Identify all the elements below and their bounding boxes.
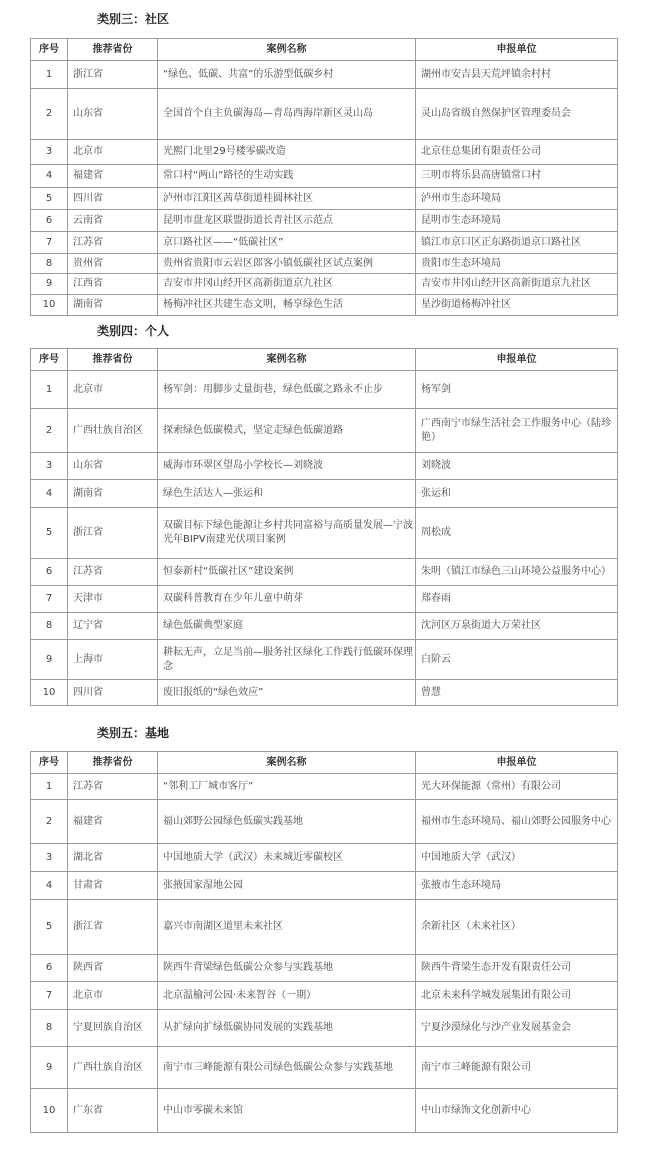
section-title: 类别五：基地: [97, 726, 170, 740]
row-province: 福建省: [68, 165, 158, 188]
row-province: 贵州省: [68, 254, 158, 274]
row-no: 4: [31, 872, 68, 900]
row-case: 北京温榆河公园·未来智谷（一期）: [158, 982, 416, 1010]
row-case: 吉安市井冈山经开区高新街道京九社区: [158, 274, 416, 295]
section-title: 类别四：个人: [97, 324, 170, 338]
row-case: 贵州省贵阳市云岩区郎客小镇低碳社区试点案例: [158, 254, 416, 274]
row-province: 北京市: [68, 140, 158, 165]
row-province: 上海市: [68, 640, 158, 680]
row-unit: 光大环保能源（常州）有限公司: [416, 774, 618, 800]
row-unit: 宁夏沙漠绿化与沙产业发展基金会: [416, 1010, 618, 1047]
row-case: 光熙门北里29号楼零碳改造: [158, 140, 416, 165]
row-no: 4: [31, 165, 68, 188]
row-unit: 郑春雨: [416, 586, 618, 613]
row-no: 6: [31, 210, 68, 232]
row-case: 耕耘无声，立足当前—服务社区绿化工作践行低碳环保理念: [158, 640, 416, 680]
row-case: 杨梅冲社区共建生态文明，畅享绿色生活: [158, 295, 416, 316]
row-case: 泸州市江阳区茜草街道桂圆林社区: [158, 188, 416, 210]
row-province: 浙江省: [68, 900, 158, 955]
row-case: 恒泰新村“低碳社区”建设案例: [158, 559, 416, 586]
row-case: 常口村“两山”路径的生动实践: [158, 165, 416, 188]
table-individual: [30, 348, 618, 706]
row-no: 8: [31, 1010, 68, 1047]
table-row: [31, 232, 618, 254]
table-row: [31, 680, 618, 706]
header-no: 序号: [31, 349, 68, 371]
table-row: [31, 982, 618, 1010]
table-row: [31, 872, 618, 900]
row-unit: 白阶云: [416, 640, 618, 680]
header-unit: 申报单位: [416, 39, 618, 61]
row-unit: 灵山岛省级自然保护区管理委员会: [416, 89, 618, 140]
row-case: 探索绿色低碳模式，坚定走绿色低碳道路: [158, 409, 416, 453]
table-row: [31, 165, 618, 188]
row-no: 6: [31, 955, 68, 982]
row-province: 北京市: [68, 982, 158, 1010]
table-row: [31, 586, 618, 613]
row-case: 张掖国家湿地公园: [158, 872, 416, 900]
table-row: [31, 640, 618, 680]
row-case: 福山郊野公园绿色低碳实践基地: [158, 800, 416, 844]
table-row: [31, 210, 618, 232]
table-row: [31, 188, 618, 210]
row-province: 湖南省: [68, 295, 158, 316]
row-no: 2: [31, 89, 68, 140]
table-row: [31, 508, 618, 559]
table-row: [31, 613, 618, 640]
table-row: [31, 89, 618, 140]
row-case: 昆明市盘龙区联盟街道长青社区示范点: [158, 210, 416, 232]
row-case: 双碳科普教育在少年儿童中萌芽: [158, 586, 416, 613]
row-no: 7: [31, 232, 68, 254]
row-province: 云南省: [68, 210, 158, 232]
row-unit: 广西南宁市绿生活社会工作服务中心（陆珍艳）: [416, 409, 618, 453]
row-no: 10: [31, 295, 68, 316]
row-unit: 朱明（镇江市绿色三山环境公益服务中心）: [416, 559, 618, 586]
table-row: [31, 1010, 618, 1047]
row-unit: 曾慧: [416, 680, 618, 706]
row-unit: 陕西牛背梁生态开发有限责任公司: [416, 955, 618, 982]
row-no: 4: [31, 480, 68, 508]
row-province: 北京市: [68, 371, 158, 409]
row-province: 江苏省: [68, 774, 158, 800]
table-community: [30, 38, 618, 316]
row-province: 江苏省: [68, 232, 158, 254]
row-unit: 杨军剑: [416, 371, 618, 409]
row-no: 3: [31, 453, 68, 480]
row-no: 2: [31, 800, 68, 844]
table-header-row: [31, 752, 618, 774]
row-province: 广西壮族自治区: [68, 409, 158, 453]
header-no: 序号: [31, 39, 68, 61]
row-province: 江苏省: [68, 559, 158, 586]
table-row: [31, 774, 618, 800]
row-case: 从扩绿向扩绿低碳协同发展的实践基地: [158, 1010, 416, 1047]
header-province: 推荐省份: [68, 349, 158, 371]
row-unit: 北京住总集团有限责任公司: [416, 140, 618, 165]
table-row: [31, 409, 618, 453]
table-row: [31, 295, 618, 316]
row-unit: 星沙街道杨梅冲社区: [416, 295, 618, 316]
row-no: 5: [31, 188, 68, 210]
row-province: 山东省: [68, 89, 158, 140]
row-no: 8: [31, 613, 68, 640]
row-no: 2: [31, 409, 68, 453]
header-no: 序号: [31, 752, 68, 774]
row-province: 湖南省: [68, 480, 158, 508]
row-province: 湖北省: [68, 844, 158, 872]
row-unit: 中国地质大学（武汉）: [416, 844, 618, 872]
row-case: 南宁市三峰能源有限公司绿色低碳公众参与实践基地: [158, 1047, 416, 1089]
row-no: 3: [31, 844, 68, 872]
row-no: 1: [31, 371, 68, 409]
row-unit: 泸州市生态环境局: [416, 188, 618, 210]
row-unit: 吉安市井冈山经开区高新街道京九社区: [416, 274, 618, 295]
row-unit: 三明市将乐县高唐镇常口村: [416, 165, 618, 188]
row-no: 9: [31, 274, 68, 295]
row-no: 3: [31, 140, 68, 165]
row-no: 1: [31, 774, 68, 800]
row-unit: 湖州市安吉县天荒坪镇余村村: [416, 61, 618, 89]
table-row: [31, 254, 618, 274]
row-province: 四川省: [68, 188, 158, 210]
row-province: 江西省: [68, 274, 158, 295]
table-row: [31, 274, 618, 295]
row-province: 浙江省: [68, 508, 158, 559]
header-case: 案例名称: [158, 39, 416, 61]
header-province: 推荐省份: [68, 39, 158, 61]
table-base: [30, 751, 618, 1133]
row-no: 10: [31, 1089, 68, 1133]
row-no: 10: [31, 680, 68, 706]
row-no: 7: [31, 586, 68, 613]
header-unit: 申报单位: [416, 349, 618, 371]
row-unit: 余新社区（未来社区）: [416, 900, 618, 955]
row-no: 7: [31, 982, 68, 1010]
row-province: 山东省: [68, 453, 158, 480]
row-province: 四川省: [68, 680, 158, 706]
row-no: 9: [31, 640, 68, 680]
row-province: 广东省: [68, 1089, 158, 1133]
row-no: 8: [31, 254, 68, 274]
table-row: [31, 844, 618, 872]
row-case: 双碳目标下绿色能源让乡村共同富裕与高质量发展—宁波光年BIPV南建光伏项目案例: [158, 508, 416, 559]
header-case: 案例名称: [158, 752, 416, 774]
row-no: 9: [31, 1047, 68, 1089]
row-case: “绿色、低碳、共富”的乐游型低碳乡村: [158, 61, 416, 89]
row-province: 浙江省: [68, 61, 158, 89]
table-row: [31, 480, 618, 508]
row-unit: 贵阳市生态环境局: [416, 254, 618, 274]
row-unit: 沈河区万泉街道大万荣社区: [416, 613, 618, 640]
row-case: 京口路社区——“低碳社区”: [158, 232, 416, 254]
row-case: 绿色生活达人—张运和: [158, 480, 416, 508]
row-case: 杨军剑：用脚步丈量街巷，绿色低碳之路永不止步: [158, 371, 416, 409]
row-province: 陕西省: [68, 955, 158, 982]
table-header-row: [31, 39, 618, 61]
table-row: [31, 559, 618, 586]
row-unit: 周松成: [416, 508, 618, 559]
row-province: 福建省: [68, 800, 158, 844]
row-case: 中国地质大学（武汉）未来城近零碳校区: [158, 844, 416, 872]
row-unit: 张运和: [416, 480, 618, 508]
row-unit: 镇江市京口区正东路街道京口路社区: [416, 232, 618, 254]
row-no: 5: [31, 900, 68, 955]
table-row: [31, 371, 618, 409]
row-no: 1: [31, 61, 68, 89]
table-row: [31, 800, 618, 844]
table-row: [31, 61, 618, 89]
row-unit: 张掖市生态环境局: [416, 872, 618, 900]
row-case: 绿色低碳典型家庭: [158, 613, 416, 640]
row-unit: 南宁市三峰能源有限公司: [416, 1047, 618, 1089]
row-unit: 中山市绿饰文化创新中心: [416, 1089, 618, 1133]
table-row: [31, 1047, 618, 1089]
row-case: 嘉兴市南湖区道里未来社区: [158, 900, 416, 955]
row-province: 辽宁省: [68, 613, 158, 640]
row-case: “邻利工厂城市客厅”: [158, 774, 416, 800]
table-row: [31, 955, 618, 982]
row-no: 6: [31, 559, 68, 586]
row-province: 甘肃省: [68, 872, 158, 900]
row-unit: 北京未来科学城发展集团有限公司: [416, 982, 618, 1010]
row-case: 废旧报纸的“绿色效应”: [158, 680, 416, 706]
row-case: 陕西牛背梁绿色低碳公众参与实践基地: [158, 955, 416, 982]
row-province: 天津市: [68, 586, 158, 613]
section-title: 类别三：社区: [97, 12, 170, 26]
row-province: 广西壮族自治区: [68, 1047, 158, 1089]
header-unit: 申报单位: [416, 752, 618, 774]
row-unit: 刘晓波: [416, 453, 618, 480]
row-case: 威海市环翠区望岛小学校长—刘晓波: [158, 453, 416, 480]
table-row: [31, 140, 618, 165]
header-province: 推荐省份: [68, 752, 158, 774]
table-row: [31, 453, 618, 480]
table-header-row: [31, 349, 618, 371]
header-case: 案例名称: [158, 349, 416, 371]
row-unit: 福州市生态环境局、福山郊野公园服务中心: [416, 800, 618, 844]
table-row: [31, 1089, 618, 1133]
row-province: 宁夏回族自治区: [68, 1010, 158, 1047]
row-no: 5: [31, 508, 68, 559]
row-case: 中山市零碳未来馆: [158, 1089, 416, 1133]
row-unit: 昆明市生态环境局: [416, 210, 618, 232]
table-row: [31, 900, 618, 955]
row-case: 全国首个自主负碳海岛—青岛西海岸新区灵山岛: [158, 89, 416, 140]
